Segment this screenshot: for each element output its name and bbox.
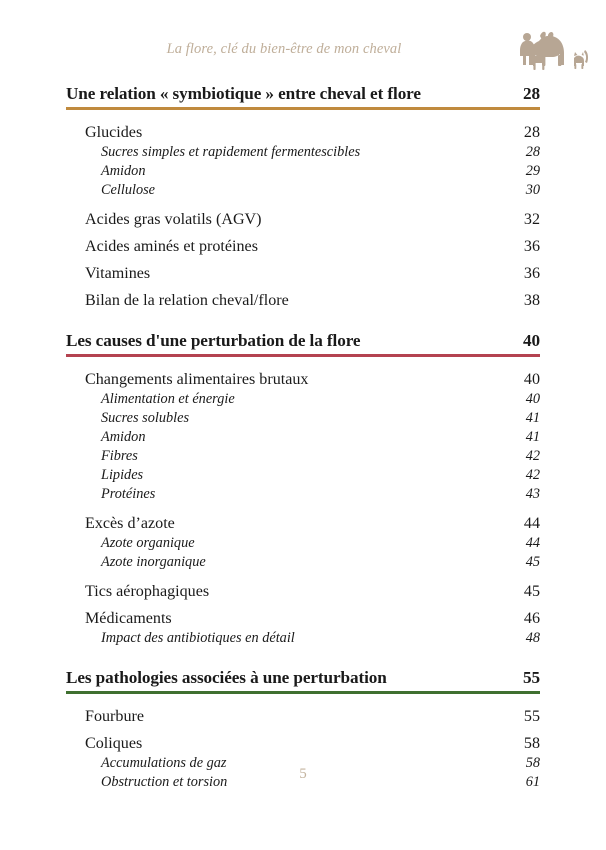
- toc-entry-title: Lipides: [101, 467, 144, 483]
- toc-entry-level-2[interactable]: [66, 735, 540, 753]
- toc-entry-title: Coliques: [85, 735, 143, 752]
- toc-entry-page-number: 41: [525, 410, 540, 426]
- toc-entry-title: Cellulose: [101, 182, 156, 198]
- toc-entry-title: Alimentation et énergie: [101, 391, 235, 407]
- toc-entry-page-number: 30: [525, 182, 540, 198]
- toc-entry-page-number: 42: [525, 467, 540, 483]
- toc-entry-level-3[interactable]: [66, 535, 540, 552]
- toc-entry-level-3[interactable]: [66, 163, 540, 180]
- toc-entry-level-3[interactable]: [66, 182, 540, 199]
- toc-entry-level-3[interactable]: [66, 467, 540, 484]
- toc-section: [66, 84, 540, 310]
- toc-entry-level-2[interactable]: [66, 265, 540, 283]
- toc-entry-title: Médicaments: [85, 610, 172, 627]
- toc-entry-page-number: 55: [523, 708, 540, 725]
- toc-entry-page-number: 32: [523, 211, 540, 228]
- toc-entry-page-number: 28: [525, 144, 540, 160]
- toc-entry-title: Accumulations de gaz: [101, 755, 227, 771]
- toc-entry-title: Sucres simples et rapidement fermentescibles: [101, 144, 361, 160]
- toc-entry-level-2[interactable]: [66, 124, 540, 142]
- toc-entry-level-2[interactable]: [66, 583, 540, 601]
- toc-entry-page-number: 61: [525, 774, 540, 790]
- toc-entry-level-2[interactable]: [66, 515, 540, 533]
- toc-entry-title: Acides gras volatils (AGV): [85, 211, 262, 228]
- toc-entry-title: Sucres solubles: [101, 410, 190, 426]
- toc-entry-title: Changements alimentaires brutaux: [85, 371, 309, 388]
- toc-entry-title: Glucides: [85, 124, 143, 141]
- toc-entry-page-number: 46: [523, 610, 540, 627]
- toc-section-page-number: 28: [523, 84, 540, 103]
- toc-section-page-number: 40: [523, 331, 540, 350]
- toc-entry-level-3[interactable]: [66, 391, 540, 408]
- toc-entry-title: Fibres: [101, 448, 138, 464]
- toc-entry-page-number: 58: [525, 755, 540, 771]
- toc-entry-level-2[interactable]: [66, 292, 540, 310]
- toc-entry-level-2[interactable]: [66, 211, 540, 229]
- toc-entry-level-3[interactable]: [66, 448, 540, 465]
- toc-entry-page-number: 48: [525, 630, 540, 646]
- toc-entry-level-2[interactable]: [66, 371, 540, 389]
- toc-entry-title: Tics aérophagiques: [85, 583, 210, 600]
- toc-entry-title: Excès d’azote: [85, 515, 175, 532]
- toc-entry-page-number: 29: [525, 163, 540, 179]
- toc-entry-level-3[interactable]: [66, 486, 540, 503]
- toc-entry-title: Azote inorganique: [101, 554, 206, 570]
- toc-section: [66, 331, 540, 647]
- toc-entry-page-number: 58: [523, 735, 540, 752]
- toc-entry-page-number: 41: [525, 429, 540, 445]
- toc-section-title: Les pathologies associées à une perturbation: [66, 668, 387, 687]
- toc-entry-title: Impact des antibiotiques en détail: [101, 630, 295, 646]
- toc-section-heading[interactable]: [66, 331, 540, 357]
- toc-entry-title: Bilan de la relation cheval/flore: [85, 292, 289, 309]
- toc-entry-page-number: 45: [525, 554, 540, 570]
- toc-entry-title: Amidon: [101, 429, 146, 445]
- toc-entry-page-number: 42: [525, 448, 540, 464]
- toc-section-title: Une relation « symbiotique » entre cheval et flore: [66, 84, 421, 103]
- toc-entry-page-number: 43: [525, 486, 540, 502]
- toc-entry-level-3[interactable]: [66, 144, 540, 161]
- toc-entry-title: Amidon: [101, 163, 146, 179]
- toc-entry-page-number: 36: [523, 238, 540, 255]
- toc-entry-page-number: 38: [523, 292, 540, 309]
- toc-section-page-number: 55: [523, 668, 540, 687]
- toc-entry-level-2[interactable]: [66, 708, 540, 726]
- toc-entry-title: Obstruction et torsion: [101, 774, 228, 790]
- toc-entry-level-3[interactable]: [66, 630, 540, 647]
- toc-entry-title: Fourbure: [85, 708, 144, 725]
- toc-entry-title: Acides aminés et protéines: [85, 238, 258, 255]
- toc-entry-title: Azote organique: [101, 535, 195, 551]
- page-folio: 5: [299, 766, 307, 782]
- toc-entry-title: Protéines: [101, 486, 156, 502]
- animals-silhouette-logo-icon: [508, 28, 594, 76]
- running-header-title: La flore, clé du bien-être de mon cheval: [166, 41, 402, 57]
- toc-entry-level-2[interactable]: [66, 610, 540, 628]
- toc-section-heading[interactable]: [66, 84, 540, 110]
- toc-entry-level-3[interactable]: [66, 410, 540, 427]
- toc-entry-page-number: 40: [525, 391, 540, 407]
- toc-entry-page-number: 40: [523, 371, 540, 388]
- toc-entry-level-2[interactable]: [66, 238, 540, 256]
- toc-section-title: Les causes d'une perturbation de la flore: [66, 331, 361, 350]
- toc-entry-page-number: 44: [523, 515, 540, 532]
- toc-entry-page-number: 36: [523, 265, 540, 282]
- table-of-contents: [66, 84, 540, 791]
- toc-section-heading[interactable]: [66, 668, 540, 694]
- toc-entry-level-3[interactable]: [66, 554, 540, 571]
- toc-entry-level-3[interactable]: [66, 429, 540, 446]
- running-header: [66, 42, 540, 76]
- toc-entry-page-number: 28: [523, 124, 540, 141]
- toc-entry-page-number: 44: [525, 535, 540, 551]
- toc-entry-page-number: 45: [523, 583, 540, 600]
- toc-entry-title: Vitamines: [85, 265, 151, 282]
